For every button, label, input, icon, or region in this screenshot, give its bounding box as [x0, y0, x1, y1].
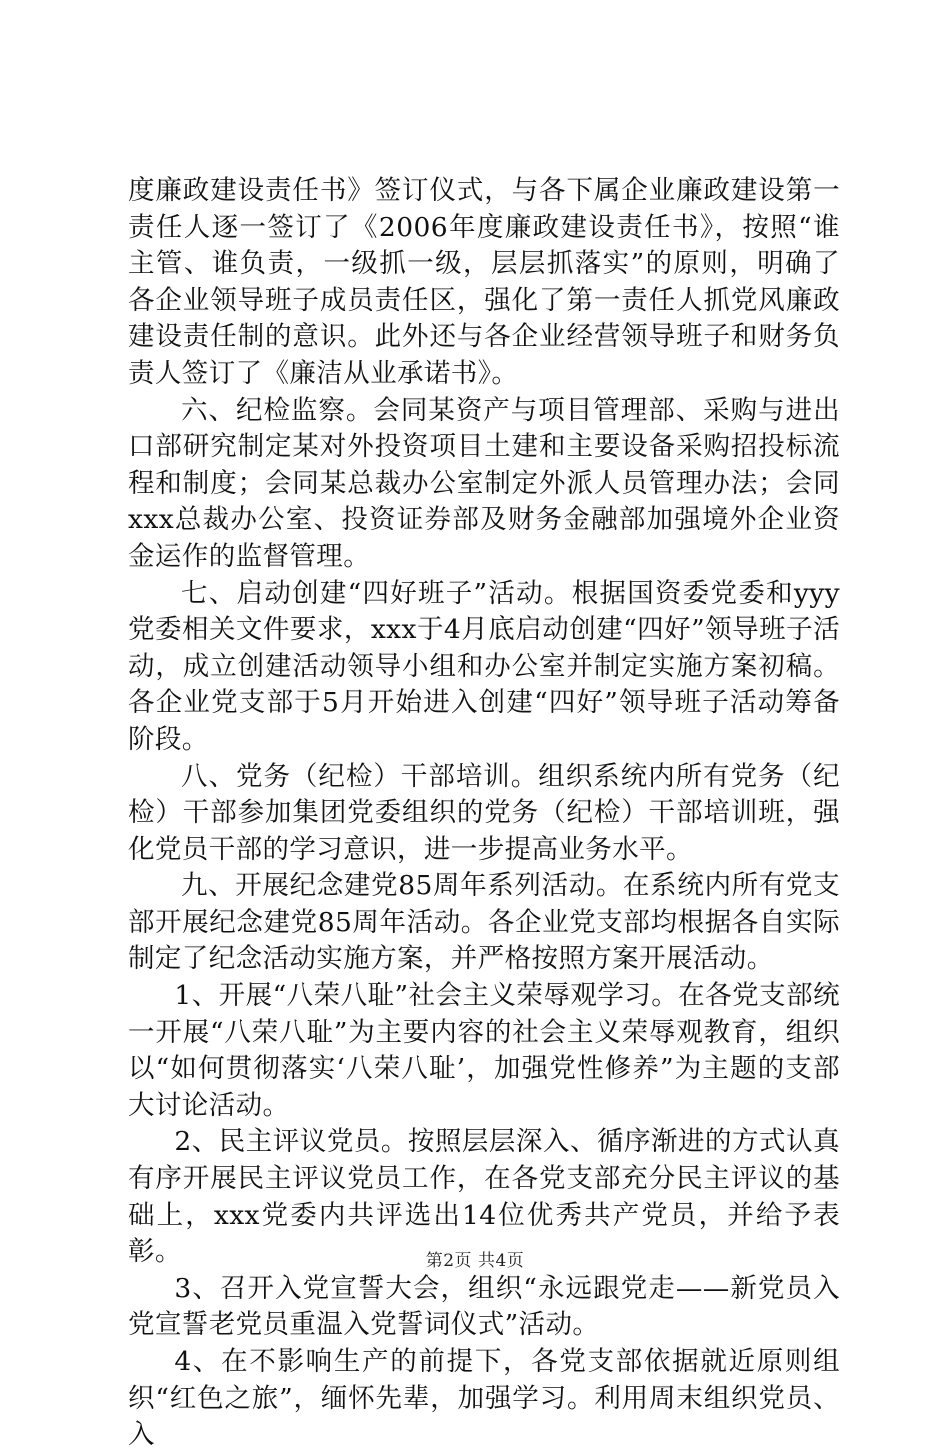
paragraph-item-2: 2、民主评议党员。按照层层深入、循序渐进的方式认真有序开展民主评议党员工作，在各党支部充分民主评议的基础上，xxx党委内共评选出14位优秀共产党员，并给予表彰。	[128, 1126, 840, 1268]
paragraph-item-1: 1、开展“八荣八耻”社会主义荣辱观学习。在各党支部统一开展“八荣八耻”为主要内容的社会主义荣辱观教育，组织以“如何贯彻落实‘八荣八耻’，加强党性修养”为主题的支部大讨论活动。	[128, 980, 840, 1121]
page-number-footer: 第2页 共4页	[425, 1251, 525, 1271]
paragraph-four-good-teams: 七、启动创建“四好班子”活动。根据国资委党委和yyy党委相关文件要求，xxx于4月底启动创建“四好”领导班子活动，成立创建活动领导小组和办公室并制定实施方案初稿。各企业党支部于5月开始进入创建“四好”领导班子活动筹备阶段。	[128, 577, 840, 755]
paragraph-responsibility: 度廉政建设责任书》签订仪式，与各下属企业廉政建设第一责任人逐一签订了《2006年度廉政建设责任书》，按照“谁主管、谁负责，一级抓一级，层层抓落实”的原则，明确了各企业领导班子成员责任区，强化了第一责任人抓党风廉政建设责任制的意识。此外还与各企业经营领导班子和财务负责人签订了《廉洁从业承诺书》。	[128, 175, 840, 389]
paragraph-85th-anniversary: 九、开展纪念建党85周年系列活动。在系统内所有党支部开展纪念建党85周年活动。各企业党支部均根据各自实际制定了纪念活动实施方案，并严格按照方案开展活动。	[128, 870, 840, 975]
paragraph-item-3: 3、召开入党宣誓大会，组织“永远跟党走——新党员入党宣誓老党员重温入党誓词仪式”活动。	[128, 1272, 840, 1341]
paragraph-item-4: 4、在不影响生产的前提下，各党支部依据就近原则组织“红色之旅”，缅怀先辈，加强学习。利用周末组织党员、入	[128, 1346, 840, 1451]
paragraph-discipline-inspection: 六、纪检监察。会同某资产与项目管理部、采购与进出口部研究制定某对外投资项目土建和主要设备采购招投标流程和制度；会同某总裁办公室制定外派人员管理办法；会同xxx总裁办公室、投资证券部及财务金融部加强境外企业资金运作的监督管理。	[128, 394, 840, 572]
paragraph-cadre-training: 八、党务（纪检）干部培训。组织系统内所有党务（纪检）干部参加集团党委组织的党务（纪检）干部培训班，强化党员干部的学习意识，进一步提高业务水平。	[128, 760, 840, 865]
